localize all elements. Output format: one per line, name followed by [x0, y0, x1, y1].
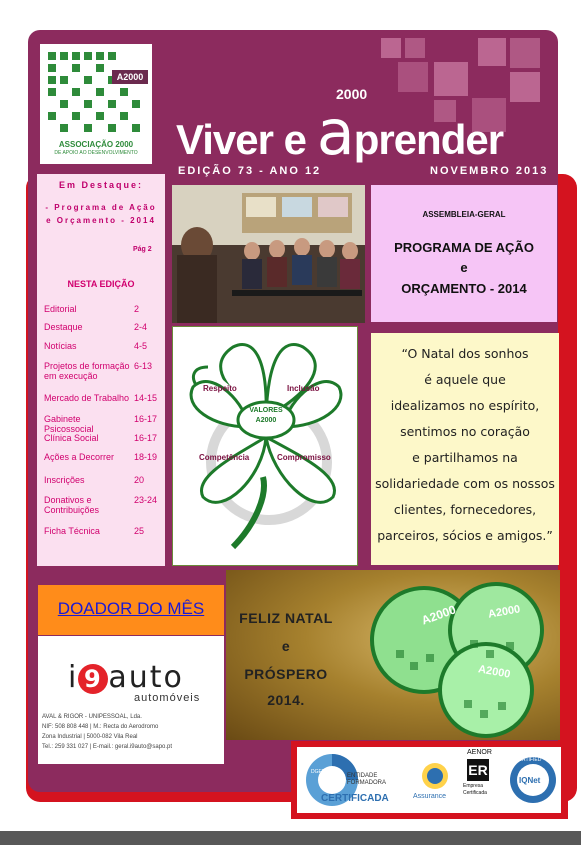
- quote-line: clientes, fornecedores,: [393, 502, 537, 517]
- clover-center-1: VALORES: [249, 407, 283, 414]
- destaque-item: - Programa de Ação e Orçamento - 2014: [45, 203, 157, 225]
- toc-item[interactable]: Ficha Técnica 25: [44, 526, 145, 536]
- certifications-bar: [291, 741, 568, 819]
- title-post: prender: [353, 116, 504, 163]
- title-a: a: [316, 96, 354, 169]
- meeting-photo: [172, 185, 365, 323]
- ball-label: A2000: [419, 602, 458, 628]
- assurance-logo-icon: [419, 761, 451, 791]
- clover-leaf-respeito: Respeito: [203, 384, 237, 393]
- toc-item[interactable]: Mercado de Trabalho 14-15: [44, 393, 158, 403]
- er-logo-icon: ER: [467, 759, 489, 781]
- aenor-label: AENOR: [467, 749, 492, 756]
- quote-line: e partilhamos na: [412, 450, 518, 465]
- sponsor-card: [38, 636, 224, 764]
- assembleia-line2: e: [460, 260, 468, 275]
- clover-leaf-compromisso: Compromisso: [277, 453, 331, 462]
- xmas-line-1: FELIZ NATAL: [239, 610, 333, 626]
- dgert-line-1: ENTIDADE: [347, 773, 378, 779]
- newsletter-title: [176, 96, 503, 169]
- aenor-sub-1: Empresa: [463, 783, 484, 789]
- assembleia-line3: ORÇAMENTO - 2014: [401, 281, 527, 296]
- edition-label: EDIÇÃO 73 - ANO 12: [178, 165, 322, 177]
- aenor-sub-2: Certificada: [463, 790, 487, 796]
- toc-item[interactable]: Gabinete Psicossocial 16-17: [44, 414, 158, 434]
- brand-i: i: [68, 660, 79, 695]
- quote-line: solidariedade com os nossos: [375, 476, 555, 491]
- assembleia-line1: PROGRAMA DE AÇÃO: [394, 240, 534, 255]
- brand-9-icon: 9: [78, 664, 108, 694]
- christmas-quote: [371, 333, 559, 565]
- quote-line: é aquele que: [424, 372, 506, 387]
- dgert-tag: DGERT: [311, 769, 329, 775]
- toc-item[interactable]: Inscrições 20: [44, 475, 145, 485]
- values-clover: [172, 326, 358, 566]
- iqnet-label: IQNet: [519, 776, 541, 785]
- sidebar: [37, 174, 165, 566]
- issue-date: NOVEMBRO 2013: [430, 165, 549, 177]
- assurance-label: Assurance: [413, 793, 447, 800]
- logo-tagline: DE APOIO AO DESENVOLVIMENTO: [54, 150, 138, 156]
- ball-label: A2000: [487, 603, 522, 621]
- clover-leaf-competencia: Competência: [199, 453, 250, 462]
- dgert-line-2: FORMADORA: [347, 780, 386, 786]
- clover-icon: [173, 327, 359, 567]
- destaque-page: Pág 2: [133, 246, 152, 253]
- logo-name: ASSOCIAÇÃO 2000: [58, 140, 134, 149]
- christmas-balls-icon: [346, 570, 560, 740]
- assembleia-kicker: ASSEMBLEIA-GERAL: [422, 210, 506, 219]
- toc-item[interactable]: Clínica Social 16-17: [44, 433, 158, 443]
- quote-line: idealizamos no espírito,: [390, 398, 540, 413]
- clover-center-2: A2000: [255, 417, 277, 424]
- toc-item[interactable]: Editorial 2: [44, 304, 140, 314]
- association-logo: [40, 44, 152, 164]
- toc-item[interactable]: Projetos de formação em execução 6-13: [44, 361, 153, 381]
- christmas-greeting: [226, 570, 560, 740]
- quote-line: “O Natal dos sonhos: [401, 346, 529, 361]
- sponsor-info: AVAL & RIGOR - UNIPESSOAL, Lda. NIF: 508 808 448 | M.: Recta do Aerodromo Zona Industrial | 5000-082 Vila Real Tel.: 259 331 027 | E-mail.: geral.i9auto@sapo.pt: [42, 714, 173, 750]
- toc-item[interactable]: Destaque 2-4: [44, 322, 148, 332]
- toc-item[interactable]: Notícias 4-5: [44, 341, 148, 351]
- title-pre: Viver e: [176, 116, 317, 163]
- sponsor-sub: automóveis: [134, 692, 201, 704]
- logo-badge: A2000: [112, 70, 148, 84]
- brand-rest: auto: [108, 660, 184, 695]
- assembleia-box: [371, 185, 557, 322]
- quote-line: parceiros, sócios e amigos.”: [377, 528, 553, 543]
- toc-item[interactable]: Donativos e Contribuições 23-24: [44, 495, 158, 515]
- nesta-edicao-title: NESTA EDIÇÃO: [67, 279, 135, 289]
- title-superscript: 2000: [336, 86, 368, 102]
- meeting-photo-icon: [172, 185, 365, 323]
- quote-line: sentimos no coração: [400, 424, 530, 439]
- dgert-line-3: CERTIFICADA: [321, 793, 389, 804]
- destaque-title: Em Destaque:: [58, 180, 144, 190]
- clover-leaf-inclusao: Inclusão: [287, 384, 320, 393]
- sponsor-logo: [68, 660, 184, 695]
- xmas-line-3: PRÓSPERO: [244, 666, 328, 682]
- doador-title[interactable]: DOADOR DO MÊS: [57, 599, 205, 618]
- xmas-line-4: 2014.: [267, 692, 305, 708]
- xmas-line-2: e: [281, 638, 291, 654]
- iqnet-top: CERTIFIED: [515, 757, 542, 763]
- ball-label: A2000: [477, 663, 512, 681]
- toc-item[interactable]: Ações a Decorrer 18-19: [44, 452, 158, 462]
- doador-banner: [38, 585, 224, 635]
- bottom-bar: [0, 831, 581, 845]
